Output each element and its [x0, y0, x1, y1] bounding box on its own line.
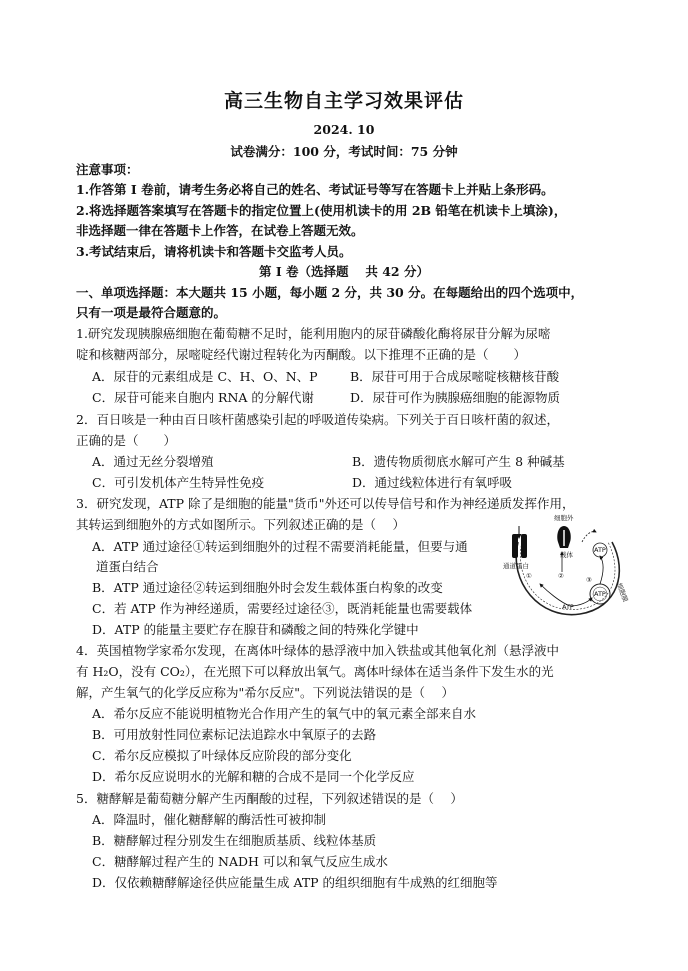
question-5-option-d: D．仅依赖糖酵解途径供应能量生成 ATP 的组织细胞有牛成熟的红细胞等 [92, 875, 498, 890]
question-3-option-a: A．ATP 通过途径①转运到细胞外的过程不需要消耗能量，但要与通 [92, 539, 468, 554]
path-1-label: ① [526, 572, 532, 580]
question-1-stem: 1.研究发现胰腺癌细胞在葡萄糖不足时，能利用胞内的尿苷磷酸化酶将尿苷分解为尿嘧 [76, 326, 551, 341]
question-3-option-b: B．ATP 通过途径②转运到细胞外时会发生载体蛋白构象的改变 [92, 580, 443, 595]
question-1-option-a: A．尿苷的元素组成是 C、H、O、N、P [92, 369, 318, 384]
membrane-label: 细胞膜 [615, 581, 630, 604]
question-1-option-c: C．尿苷可能来自胞内 RNA 的分解代谢 [92, 390, 314, 405]
carrier-label: 载体 [560, 551, 573, 559]
exam-date: 2024. 10 [313, 122, 375, 137]
notice-item: 3.考试结束后，请将机读卡和答题卡交监考人员。 [76, 244, 352, 259]
outside-label: 细胞外 [554, 514, 574, 522]
notice-item: 1.作答第 I 卷前，请考生务必将自己的姓名、考试证号等写在答题卡上并贴上条形码。 [76, 182, 554, 197]
question-3-stem: 3．研究发现，ATP 除了是细胞的能量"货币"外还可以传导信号和作为神经递质发挥作用， [76, 496, 575, 511]
channel-label: 通道蛋白 [503, 562, 529, 570]
question-2-option-b: B．遗传物质彻底水解可产生 8 种碱基 [352, 454, 565, 469]
atp-label-vesicle: ATP [594, 590, 606, 598]
path-3-label: ③ [586, 576, 592, 584]
atp-label-cyto: ATP [562, 603, 574, 611]
question-5-option-c: C．糖酵解过程产生的 NADH 可以和氧气反应生成水 [92, 854, 388, 869]
question-1-option-b: B．尿苷可用于合成尿嘧啶核糖核苷酸 [350, 369, 560, 384]
question-2-stem: 2．百日咳是一种由百日咳杆菌感染引起的呼吸道传染病。下列关于百日咳杆菌的叙述， [76, 412, 559, 427]
question-4-option-a: A．希尔反应不能说明植物光合作用产生的氧气中的氧元素全部来自水 [92, 706, 477, 721]
question-3-stem: 其转运到细胞外的方式如图所示。下列叙述正确的是（ ） [76, 517, 405, 532]
question-3-option-c: C．若 ATP 作为神经递质，需要经过途径③，既消耗能量也需要载体 [92, 601, 473, 616]
question-3-option-a-cont: 道蛋白结合 [96, 559, 159, 574]
channel-protein-right [521, 534, 527, 558]
notice-item: 非选择题一律在答题卡上作答，在试卷上答题无效。 [76, 223, 364, 238]
exam-meta: 试卷满分：100 分，考试时间：75 分钟 [230, 144, 458, 159]
notice-item: 2.将选择题答案填写在答题卡的指定位置上(使用机读卡的用 2B 铅笔在机读卡上填涂)， [76, 203, 567, 218]
question-5-option-b: B．糖酵解过程分别发生在细胞质基质、线粒体基质 [92, 833, 377, 848]
question-4-stem: 有 H₂O，没有 CO₂），在光照下可以释放出氧气。离体叶绿体在适当条件下发生水的光 [76, 664, 554, 679]
section-title: 第 I 卷（选择题 共 42 分） [258, 264, 429, 279]
atp-transport-diagram [500, 512, 630, 622]
question-4-stem: 4．英国植物学家希尔发现，在离体叶绿体的悬浮液中加入铁盐或其他氧化剂（悬浮液中 [76, 643, 559, 658]
question-1-stem: 啶和核糖两部分，尿嘧啶经代谢过程转化为丙酮酸。以下推理不正确的是（ ） [76, 347, 527, 362]
channel-protein-left [512, 534, 518, 558]
question-4-stem: 解，产生氧气的化学反应称为"希尔反应"。下列说法错误的是（ ） [76, 685, 454, 700]
question-3-option-d: D．ATP 的能量主要贮存在腺苷和磷酸之间的特殊化学键中 [92, 622, 419, 637]
section-instruction: 只有一项是最符合题意的。 [76, 305, 227, 320]
question-5-stem: 5．糖酵解是葡萄糖分解产生丙酮酸的过程，下列叙述错误的是（ ） [76, 791, 463, 806]
question-2-stem: 正确的是（ ） [76, 433, 177, 448]
atp-label-out: ATP [594, 546, 606, 554]
question-2-option-c: C．可引发机体产生特异性免疫 [92, 475, 265, 490]
question-1-option-d: D．尿苷可作为胰腺癌细胞的能源物质 [350, 390, 561, 405]
section-instruction: 一、单项选择题：本大题共 15 小题，每小题 2 分，共 30 分。在每题给出的四个选项中， [76, 285, 584, 300]
question-4-option-d: D．希尔反应说明水的光解和糖的合成不是同一个化学反应 [92, 769, 415, 784]
question-2-option-d: D．通过线粒体进行有氧呼吸 [352, 475, 513, 490]
question-2-option-a: A．通过无丝分裂增殖 [92, 454, 214, 469]
notice-heading: 注意事项： [76, 162, 139, 177]
question-5-option-a: A．降温时，催化糖酵解的酶活性可被抑制 [92, 812, 327, 827]
path-2-label: ② [558, 572, 564, 580]
question-4-option-b: B．可用放射性同位素标记法追踪水中氧原子的去路 [92, 727, 377, 742]
exam-title: 高三生物自主学习效果评估 [223, 90, 464, 112]
question-4-option-c: C．希尔反应模拟了叶绿体反应阶段的部分变化 [92, 748, 352, 763]
